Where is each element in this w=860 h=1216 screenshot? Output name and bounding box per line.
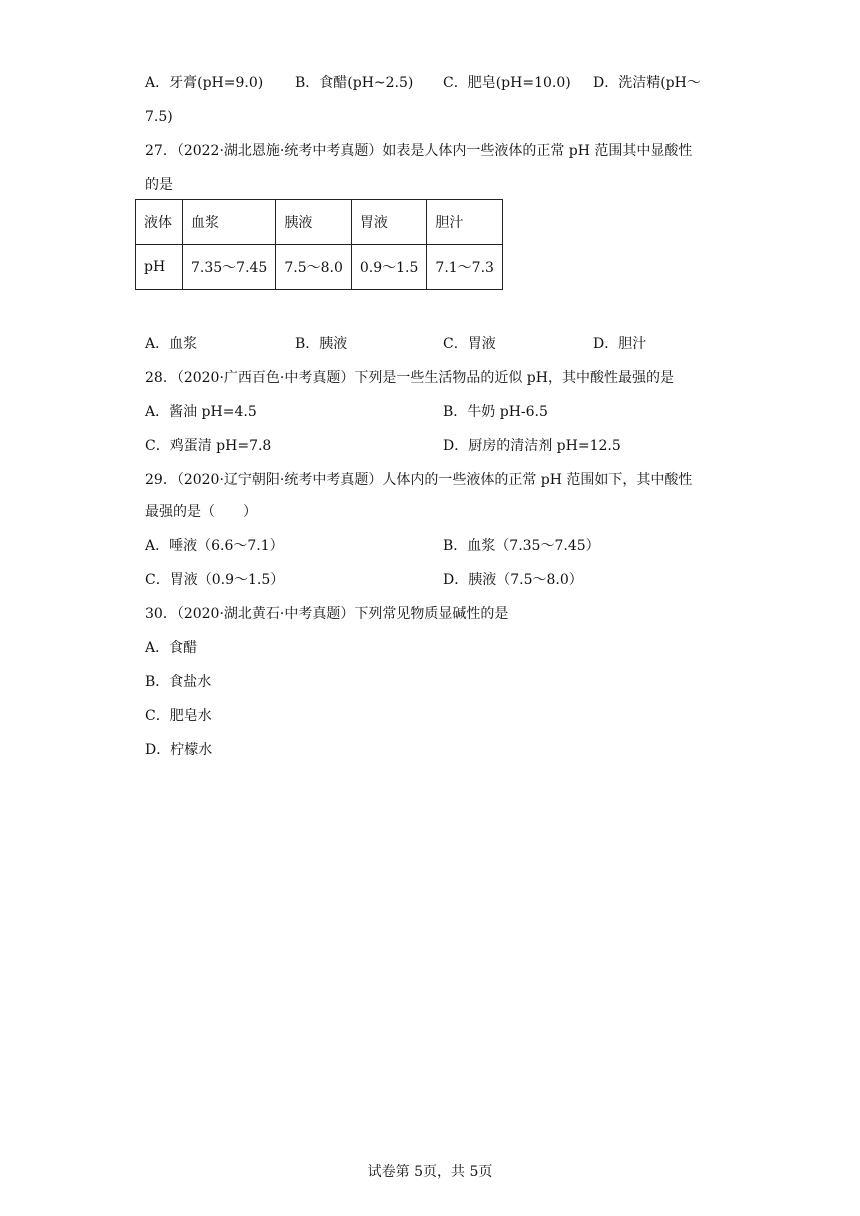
table-cell: 0.9～1.5 [351,245,427,290]
q28-option-c: C．鸡蛋清 pH=7.8 [145,438,272,454]
q30-option-a: A．食醋 [145,640,198,656]
q26-option-d: D．洗洁精(pH～ [593,75,701,91]
q30-option-c: C．肥皂水 [145,708,212,724]
q29-options-row1 [145,536,705,556]
table-cell: 血浆 [183,200,276,245]
table-cell: pH [136,245,183,290]
table-cell: 7.35～7.45 [183,245,276,290]
q27-option-c: C．胃液 [443,336,496,352]
q27-option-b: B．胰液 [295,336,348,352]
page-footer: 试卷第 5页，共 5页 [367,1164,493,1180]
table-cell: 胰液 [276,200,352,245]
q30-option-b: B．食盐水 [145,674,212,690]
table-cell: 液体 [136,200,183,245]
q26-option-c: C．肥皂(pH=10.0) [443,75,571,91]
q26-option-a: A．牙膏(pH=9.0) [145,75,264,91]
q27-stem-continued: 的是 [145,177,173,193]
q29-stem-continued: 最强的是（ ） [145,504,257,520]
q29-option-a: A．唾液（6.6～7.1） [145,538,284,554]
q27-options [145,334,725,354]
q28-option-d: D．厨房的清洁剂 pH=12.5 [443,438,621,454]
q30-stem: 30．（2020·湖北黄石·中考真题）下列常见物质显碱性的是 [145,606,509,622]
table-cell: 胃液 [351,200,427,245]
q29-stem: 29．（2020·辽宁朝阳·统考中考真题）人体内的一些液体的正常 pH 范围如下，其中酸性 [145,472,693,488]
q29-option-c: C．胃液（0.9～1.5） [145,572,285,588]
table-cell: 7.1～7.3 [427,245,503,290]
q28-options-row1 [145,402,705,422]
q26-option-d-continued: 7.5) [145,109,173,125]
q30-option-d: D．柠檬水 [145,742,213,758]
ph-table [135,199,503,290]
q28-option-a: A．酱油 pH=4.5 [145,404,257,420]
q29-options-row2 [145,570,705,590]
table-cell: 7.5～8.0 [276,245,352,290]
table-row [136,200,503,245]
table-row [136,245,503,290]
q27-option-d: D．胆汁 [593,336,647,352]
q27-option-a: A．血浆 [145,336,198,352]
q27-stem: 27．（2022·湖北恩施·统考中考真题）如表是人体内一些液体的正常 pH 范围其中显酸性 [145,143,693,159]
q28-stem: 28．（2020·广西百色·中考真题）下列是一些生活物品的近似 pH，其中酸性最强的是 [145,370,674,386]
table-cell: 胆汁 [427,200,503,245]
q29-option-b: B．血浆（7.35～7.45） [443,538,600,554]
q29-option-d: D．胰液（7.5～8.0） [443,572,583,588]
q28-option-b: B．牛奶 pH-6.5 [443,404,548,420]
q28-options-row2 [145,436,705,456]
q26-options [145,73,725,93]
q26-option-b: B．食醋(pH~2.5) [295,75,414,91]
